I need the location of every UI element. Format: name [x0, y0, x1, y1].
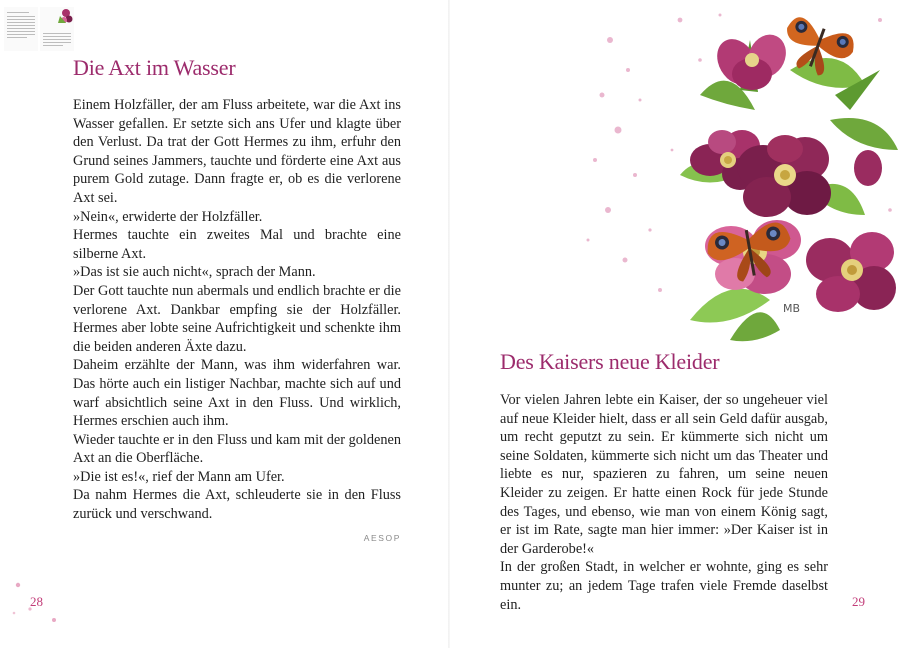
story-body-right: [500, 391, 828, 614]
page-number-left: 28: [30, 594, 43, 609]
hellebore-flowers-illustration: [580, 0, 900, 360]
paragraph: Da nahm Hermes die Axt, schleuderte sie in den Fluss zurück und verschwand.: [73, 487, 401, 523]
story-title-left: Die Axt im Wasser: [73, 55, 236, 80]
paragraph: Vor vielen Jahren lebte ein Kaiser, der so ungeheuer viel auf neue Kleider hielt, dass er all sein Geld dafür ausgab, um recht geputzt zu sein. Er kümmerte sich nicht um seine Soldaten, kümmerte sich nicht um das Theater und liebte es nur, spazieren zu fahren, um seine neuen Kleider zu zeigen. Er hatte einen Rock für jede Stunde des Tages, und ebenso, wie man von einem König sagt, er ist im Rate, sagte man hier immer: »Der Kaiser ist in der Garderobe!«: [500, 392, 828, 557]
paragraph: »Das ist sie auch nicht«, sprach der Mann.: [73, 264, 316, 281]
paragraph: Wieder tauchte er in den Fluss und kam mit der goldenen Axt an die Oberfläche.: [73, 431, 401, 467]
page-thumbnail-icon[interactable]: [4, 3, 74, 53]
paragraph: Hermes tauchte ein zweites Mal und brachte eine silberne Axt.: [73, 227, 401, 262]
paragraph: Daheim erzählte der Mann, was ihm widerfahren war. Das hörte auch ein listiger Nachbar, machte sich auf und warf absichtlich seine Axt in den Fluss. Und wirklich, Hermes erschien auch ihm.: [73, 357, 401, 430]
paragraph: Der Gott tauchte nun abermals und endlich brachte er die verlorene Axt. Dankbar empfing sie der Holzfäller. Hermes aber lobte seine Aufrichtigkeit und schenkte ihm die beiden anderen Äxte dazu.: [73, 282, 401, 355]
paragraph: »Nein«, erwiderte der Holzfäller.: [73, 208, 263, 225]
story-body-left: [73, 96, 401, 524]
illustrator-signature: MB: [783, 302, 801, 315]
author-credit: AESOP: [363, 533, 401, 543]
page-number-right: 29: [852, 594, 865, 609]
paragraph: »Die ist es!«, rief der Mann am Ufer.: [73, 468, 285, 485]
paragraph: Einem Holzfäller, der am Fluss arbeitete, war die Axt ins Wasser gefallen. Er setzte sich ans Ufer und klagte über den Verlust. Da trat der Gott Hermes zu ihm, erfuhr den Grund seines Jammers, tauchte und förderte eine Axt aus purem Gold zutage. Dann fragte er, ob es die verlorene Axt sei.: [73, 97, 401, 206]
mini-page-left: [4, 7, 38, 51]
paragraph: In der großen Stadt, in welcher er wohnte, ging es sehr munter zu; an jedem Tage trafen viele Fremde daselbst ein.: [500, 559, 828, 613]
mini-flower-icon: [40, 7, 74, 51]
mini-page-right: [40, 7, 74, 51]
story-title-right: Des Kaisers neue Kleider: [500, 349, 720, 374]
